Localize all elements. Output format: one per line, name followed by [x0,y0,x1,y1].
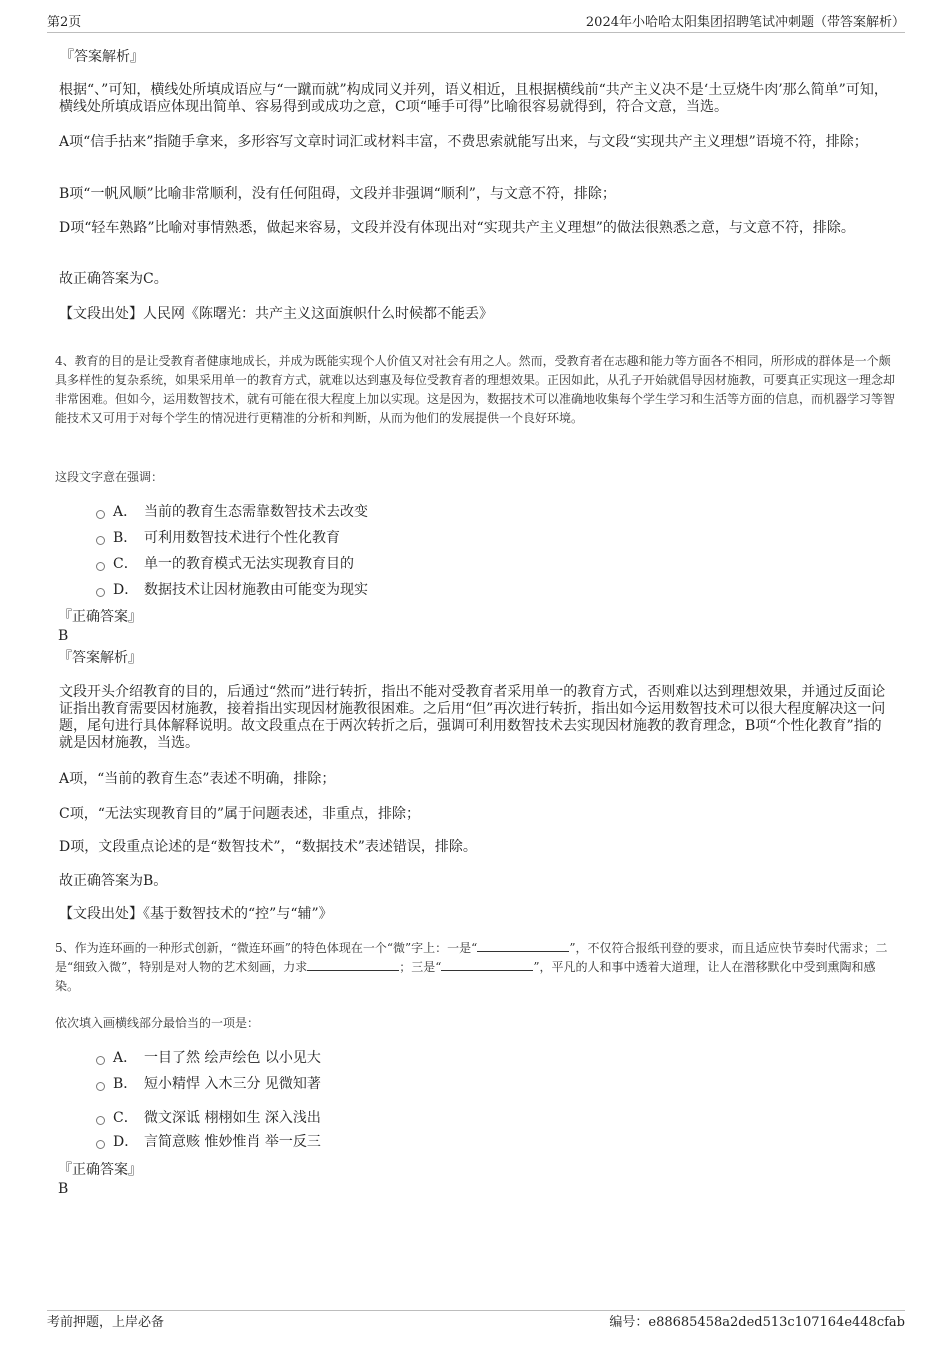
radio-icon[interactable] [96,1116,105,1125]
q4-analysis-label: 『答案解析』 [58,650,142,666]
q4-prompt: 这段文字意在强调： [55,470,164,484]
blank-line[interactable] [307,959,399,971]
page-number: 第2页 [47,15,82,30]
q5-answer-label: 『正确答案』 [58,1162,142,1178]
blank-line[interactable] [441,959,533,971]
page-footer [47,1310,905,1333]
radio-icon[interactable] [96,510,105,519]
document-id: 编号：e88685458a2ded513c107164e448cfab [609,1315,905,1330]
q4-source: 【文段出处】《基于数智技术的“控”与“辅”》 [59,906,333,922]
q3-analysis-label: 『答案解析』 [60,49,144,65]
q5-answer: B [58,1181,69,1197]
q4-answer-label: 『正确答案』 [58,609,142,625]
radio-icon[interactable] [96,1082,105,1091]
q3-conclusion: 故正确答案为C。 [59,271,168,287]
q3-source: 【文段出处】人民网《陈曙光：共产主义这面旗帜什么时候都不能丢》 [59,306,493,322]
page-header [47,14,905,33]
q5-option-d[interactable]: D． 言简意赅 惟妙惟肖 举一反三 [96,1133,321,1151]
q4-analysis-p4: D项，文段重点论述的是“数智技术”，“数据技术”表述错误，排除。 [59,839,477,855]
q4-option-b[interactable]: B． 可利用数智技术进行个性化教育 [96,529,340,547]
q4-option-d[interactable]: D． 数据技术让因材施教由可能变为现实 [96,581,368,599]
q4-answer: B [58,628,69,644]
q3-analysis-p1: 根据“、”可知，横线处所填成语应与“一蹴而就”构成同义并列，语义相近，且根据横线前“共产主义决不是‘土豆烧牛肉’那么简单”可知，横线处所填成语应体现出简单、容易得到或成功之意，C项“唾手可得”比喻很容易就得到，符合文意，当选。 [59,82,888,115]
q5-stem: 5、作为连环画的一种形式创新，“微连环画”的特色体现在一个“微”字上：一是“ ”，不仅符合报纸刊登的要求，而且适应快节奏时代需求；二是“细致入微”，特别是对人物的艺术刻画，力求 ；三是“ ”，平凡的人和事中透着大道理，让人在潜移默化中受到熏陶和感染。 [55,941,888,993]
radio-icon[interactable] [96,1140,105,1149]
blank-line[interactable] [477,940,569,952]
q5-option-b[interactable]: B． 短小精悍 入木三分 见微知著 [96,1075,321,1093]
q4-stem: 4、教育的目的是让受教育者健康地成长，并成为既能实现个人价值又对社会有用之人。然而，受教育者在志趣和能力等方面各不相同，所形成的群体是一个颇具多样性的复杂系统，如果采用单一的教育方式，就难以达到惠及每位受教育者的理想效果。正因如此，从孔子开始就倡导因材施教，可要真正实现这一理念却非常困难。但如今，运用数智技术，就有可能在很大程度上加以实现。这是因为，数据技术可以准确地收集每个学生学习和生活等方面的信息，而机器学习等智能技术又可用于对每个学生的情况进行更精准的分析和判断，从而为他们的发展提供一个良好环境。 [55,354,896,425]
q4-option-a[interactable]: A． 当前的教育生态需靠数智技术去改变 [96,503,368,521]
q4-option-c[interactable]: C． 单一的教育模式无法实现教育目的 [96,555,354,573]
q5-prompt: 依次填入画横线部分最恰当的一项是： [55,1016,260,1030]
q4-analysis-p1: 文段开头介绍教育的目的，后通过“然而”进行转折，指出不能对受教育者采用单一的教育方式，否则难以达到理想效果，并通过反面论证指出教育需要因材施教，接着指出实现因材施教很困难。之后用“但”再次进行转折，指出如今运用数智技术可以很大程度解决这一问题，尾句进行具体解释说明。故文段重点在于两次转折之后，强调可利用数智技术去实现因材施教的教育理念，B项“个性化教育”指的就是因材施教，当选。 [59,684,886,751]
q5-option-a[interactable]: A． 一目了然 绘声绘色 以小见大 [96,1049,321,1067]
radio-icon[interactable] [96,562,105,571]
q3-analysis-p4: D项“轻车熟路”比喻对事情熟悉，做起来容易，文段并没有体现出对“实现共产主义理想”的做法很熟悉之意，与文意不符，排除。 [59,220,855,236]
q3-analysis-p2: A项“信手拈来”指随手拿来，多形容写文章时词汇或材料丰富，不费思索就能写出来，与文段“实现共产主义理想”语境不符，排除； [59,134,868,150]
footer-slogan: 考前押题，上岸必备 [47,1315,165,1330]
q3-analysis-p3: B项“一帆风顺”比喻非常顺利，没有任何阻碍，文段并非强调“顺利”，与文意不符，排除； [59,186,616,202]
radio-icon[interactable] [96,1056,105,1065]
q4-analysis-p2: A项，“当前的教育生态”表述不明确，排除； [59,771,336,787]
radio-icon[interactable] [96,588,105,597]
q4-conclusion: 故正确答案为B。 [59,873,168,889]
q4-analysis-p3: C项，“无法实现教育目的”属于问题表述，非重点，排除； [59,806,421,822]
q5-option-c[interactable]: C． 微文深诋 栩栩如生 深入浅出 [96,1109,321,1127]
document-title: 2024年小哈哈太阳集团招聘笔试冲刺题（带答案解析） [585,15,905,30]
radio-icon[interactable] [96,536,105,545]
